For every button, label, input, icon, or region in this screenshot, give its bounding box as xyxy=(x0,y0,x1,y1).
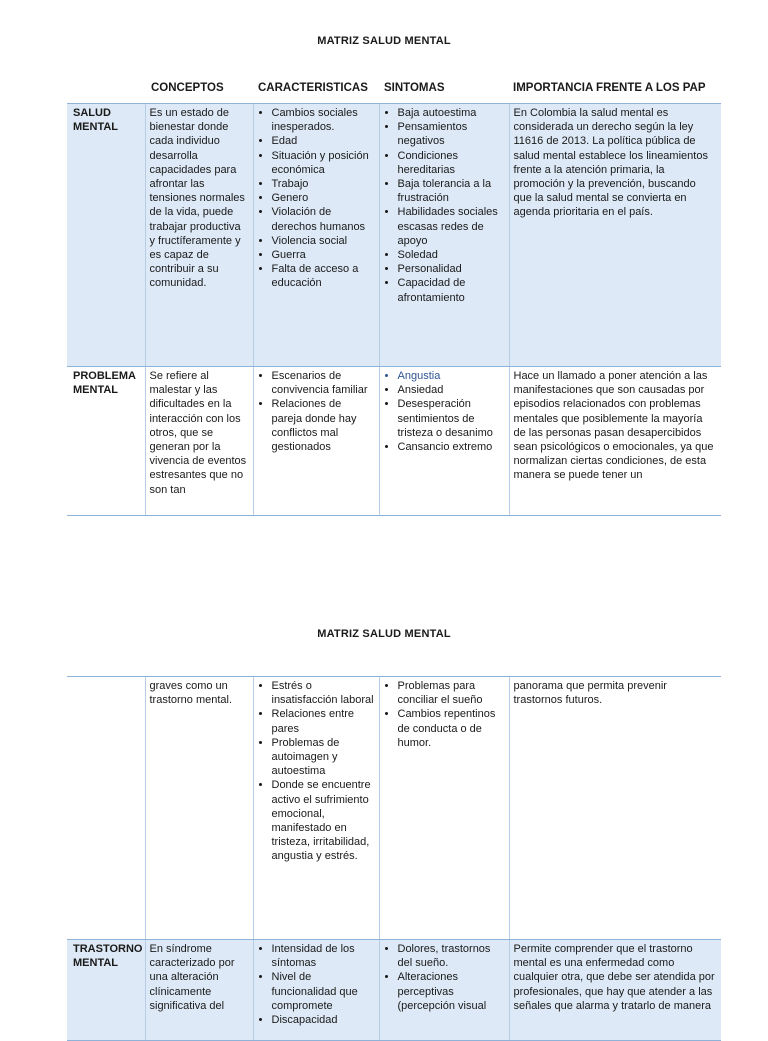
importance-text: Hace un llamado a poner atención a las manifestaciones que son causadas por episodios relacionados con problemas mentales que posiblemente la mayoría de las personas pasan desapercibidos sean psicológicos o emocionales, ya que normalizan ciertas condiciones, de esta manera se puede tener un xyxy=(513,370,714,482)
characteristics-cell xyxy=(253,677,379,940)
row-label-empty xyxy=(67,677,145,940)
list-item: • Problemas para conciliar el sueño xyxy=(398,679,505,707)
concept-text: graves como un trastorno mental. xyxy=(149,680,233,707)
list-item: • Condiciones hereditarias xyxy=(398,149,505,177)
list-item: • Violencia social xyxy=(272,234,375,248)
page-title-2: MATRIZ SALUD MENTAL xyxy=(317,628,451,640)
importance-cell xyxy=(509,677,721,940)
list-item: • Angustia xyxy=(398,369,505,383)
header-conceptos: CONCEPTOS xyxy=(151,82,224,94)
list-item: • Guerra xyxy=(272,248,375,262)
list-item: • Dolores, trastornos del sueño. xyxy=(398,942,505,970)
characteristics-cell xyxy=(253,367,379,516)
matrix-table-continued xyxy=(67,676,721,1041)
list-item: • Relaciones de pareja donde hay conflictos mal gestionados xyxy=(272,397,375,454)
concept-text: En síndrome caracterizado por una alteración clínicamente significativa del xyxy=(149,943,235,1012)
list-item: • Genero xyxy=(272,191,375,205)
list-item: • Violación de derechos humanos xyxy=(272,205,375,233)
characteristics-cell xyxy=(253,104,379,367)
list-item: • Cansancio extremo xyxy=(398,440,505,454)
list-item: • Baja tolerancia a la frustración xyxy=(398,177,505,205)
importance-text: Permite comprender que el trastorno mental es una enfermedad como cualquier otra, que debe ser atendida por profesionales, que hay que atender a las señales que alarma y tratarlo de manera xyxy=(513,943,715,1012)
list-item: • Habilidades sociales escasas redes de apoyo xyxy=(398,205,505,248)
list-item: • Discapacidad xyxy=(272,1013,375,1027)
table-row-problema-mental-continued xyxy=(67,677,721,940)
list-item: • Capacidad de afrontamiento xyxy=(398,276,505,304)
symptoms-cell xyxy=(379,940,509,1041)
list-item: • Cambios repentinos de conducta o de humor. xyxy=(398,707,505,750)
list-item: • Relaciones entre pares xyxy=(272,707,375,735)
row-label: TRASTORNO MENTAL xyxy=(67,940,145,1041)
list-item: • Alteraciones perceptivas (percepción visual xyxy=(398,970,505,1013)
importance-cell xyxy=(509,367,721,516)
list-item: • Cambios sociales inesperados. xyxy=(272,106,375,134)
concept-cell xyxy=(145,104,253,367)
matrix-table xyxy=(67,103,721,516)
header-importancia: IMPORTANCIA FRENTE A LOS PAP xyxy=(513,82,706,94)
list-item: • Trabajo xyxy=(272,177,375,191)
concept-cell xyxy=(145,940,253,1041)
symptoms-cell xyxy=(379,104,509,367)
importance-cell xyxy=(509,940,721,1041)
list-item: • Ansiedad xyxy=(398,383,505,397)
list-item: • Situación y posición económica xyxy=(272,149,375,177)
list-item: • Soledad xyxy=(398,248,505,262)
list-item: • Donde se encuentre activo el sufrimiento emocional, manifestado en tristeza, irritabilidad, angustia y estrés. xyxy=(272,778,375,863)
row-label: PROBLEMA MENTAL xyxy=(67,367,145,516)
table-row-problema-mental xyxy=(67,367,721,516)
table-row-salud-mental xyxy=(67,104,721,367)
symptoms-cell xyxy=(379,677,509,940)
header-caracteristicas: CARACTERISTICAS xyxy=(258,82,368,94)
list-item: • Edad xyxy=(272,134,375,148)
table-row-trastorno-mental xyxy=(67,940,721,1041)
importance-cell xyxy=(509,104,721,367)
header-sintomas: SINTOMAS xyxy=(384,82,445,94)
list-item: • Escenarios de convivencia familiar xyxy=(272,369,375,397)
list-item: • Intensidad de los síntomas xyxy=(272,942,375,970)
list-item: • Pensamientos negativos xyxy=(398,120,505,148)
row-label: SALUD MENTAL xyxy=(67,104,145,367)
list-item: • Desesperación sentimientos de tristeza o desanimo xyxy=(398,397,505,440)
symptoms-cell xyxy=(379,367,509,516)
characteristics-cell xyxy=(253,940,379,1041)
importance-text: panorama que permita prevenir trastornos futuros. xyxy=(513,680,667,707)
list-item: • Problemas de autoimagen y autoestima xyxy=(272,736,375,779)
list-item: • Nivel de funcionalidad que compromete xyxy=(272,970,375,1013)
list-item: • Baja autoestima xyxy=(398,106,505,120)
concept-cell xyxy=(145,677,253,940)
list-item: • Falta de acceso a educación xyxy=(272,262,375,290)
concept-cell xyxy=(145,367,253,516)
concept-text: Se refiere al malestar y las dificultades en la interacción con los otros, que se generan por la vivencia de eventos estresantes que no son tan xyxy=(149,370,247,496)
importance-text: En Colombia la salud mental es considerada un derecho según la ley 11616 de 2013. La política pública de salud mental establece los lineamientos frente a la atención primaria, la promoción y la prevención, buscando que la salud mental se convierta en agenda prioritaria en el país. xyxy=(513,107,708,219)
concept-text: Es un estado de bienestar donde cada individuo desarrolla capacidades para afrontar las tensiones normales de la vida, puede trabajar productiva y fructíferamente y es capaz de contribuir a su comunidad. xyxy=(149,107,245,290)
page-title: MATRIZ SALUD MENTAL xyxy=(317,35,451,47)
list-item: • Estrés o insatisfacción laboral xyxy=(272,679,375,707)
list-item: • Personalidad xyxy=(398,262,505,276)
